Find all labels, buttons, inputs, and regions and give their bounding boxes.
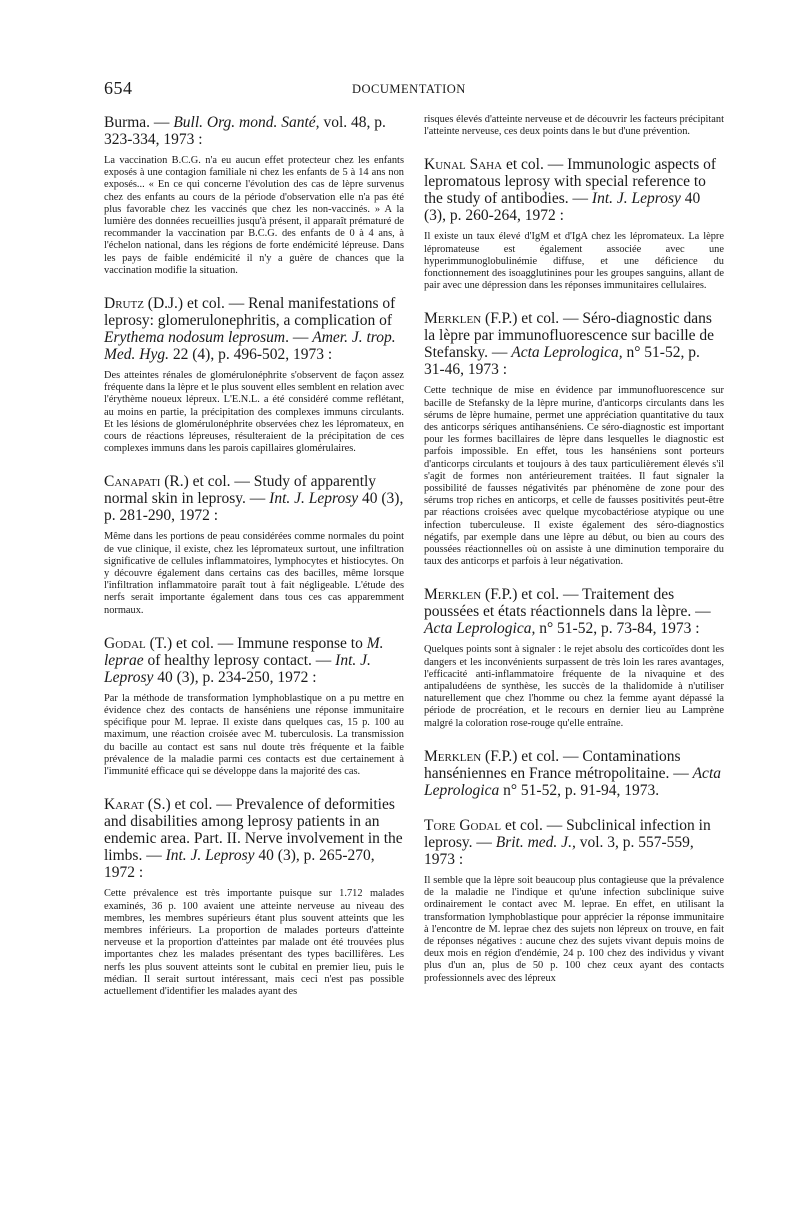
ref-citation: 40 (3), p. 260-264, 1972 : <box>424 190 701 225</box>
reference <box>104 114 404 148</box>
ref-journal: Amer. J. trop. Med. Hyg. <box>104 329 396 364</box>
right-column <box>424 114 724 1003</box>
entry-kunal-saha <box>424 156 724 292</box>
ref-journal: Int. J. Leprosy <box>591 190 681 208</box>
abstract: Cette prévalence est très importante puisque sur 1.712 malades examinés, 36 p. 100 avaient une atteinte nerveuse au niveau des membres, les membres supérieurs étant plus souvent atteints que les membres inférieurs. La proportion de malades porteurs d'atteinte nerveuse et la proportion d'atteintes par malade ont été trouvées plus importantes chez les malades présentant des types bacillifères. Les nerfs les plus souvent atteints sont le cubital en premier lieu, puis le médian. Il serait surtout intéressant, mais ceci n'est pas possible actuellement d'identifier les malades ayant des <box>104 888 404 997</box>
ref-title-italic: Erythema nodosum leprosum <box>104 329 286 347</box>
reference <box>424 310 724 378</box>
entry-karat <box>104 796 404 998</box>
reference <box>104 473 404 524</box>
ref-journal: Brit. med. J., <box>495 833 576 851</box>
entry-merklen-serodiagnostic <box>424 310 724 568</box>
ref-title: (D.J.) et col. — Renal manifestations of leprosy: glomerulonephritis, a complication of <box>104 295 396 330</box>
reference <box>104 796 404 881</box>
abstract: Il existe un taux élevé d'IgM et d'IgA chez les lépromateux. La lèpre lépromateuse est également associée avec une hyperimmunoglobulinémie diffuse, et une déficience du fonctionnement des isoagglutinines pour les groupes sanguins, allant de pair avec une dépression dans les réponses immunitaires cellulaires. <box>424 231 724 292</box>
entry-merklen-traitement <box>424 586 724 729</box>
entry-godal <box>104 635 404 778</box>
ref-author: Merklen <box>424 310 482 328</box>
ref-title: et col. — Immunologic aspects of lepromatous leprosy with special reference to the study of antibodies. — <box>424 156 717 208</box>
abstract: Cette technique de mise en évidence par immunofluorescence sur bacille de Stefansky de la lèpre murine, d'anticorps circulants dans les sérums de lèpre humaine, permet une appréciation quantitative du taux des anticorps sériques antihanséniens. Ce séro-diagnostic est important pour les formes bacillaires de lèpre dans lesquelles le diagnostic est parfois impossible. En effet, tous les hanséniens sont porteurs d'anticorps circulants et toujours à des taux particulièrement élevés s'il s'agit de formes non antérieurement traitées. Il faut signaler la possibilité de fausses négativités par phénomène de zone pour des sérums trop riches en anticorps, et celle de fausses positivités peut-être par réactions croisées avec quelque mycobactériose atypique ou une infection tuberculeuse. Il existe également des séro-diagnostics négatifs, par exemple dans une lèpre au début, ou bien au cours des poussées réactionnelles où on assiste à une diminution temporaire du taux des anticorps et parfois à leur négativation. <box>424 385 724 568</box>
ref-journal: Acta Leprologica, <box>424 620 536 638</box>
ref-citation: vol. 48, p. 323-334, 1973 : <box>104 114 386 148</box>
ref-title: Burma. — <box>104 114 174 131</box>
reference <box>424 748 724 799</box>
entry-karat-continued <box>424 114 724 138</box>
reference <box>424 156 724 224</box>
ref-citation: n° 51-52, p. 91-94, 1973. <box>499 781 660 799</box>
ref-journal: Acta Leprologica, <box>511 344 623 362</box>
ref-author: Kunal Saha <box>424 156 503 174</box>
ref-journal: Bull. Org. mond. Santé, <box>173 114 320 131</box>
ref-title: et col. — Subclinical infection in leprosy. — <box>424 816 711 851</box>
entry-merklen-contaminations <box>424 748 724 799</box>
ref-title: (F.P.) et col. — Traitement des poussées et états réactionnels dans la lèpre. — <box>424 586 711 621</box>
reference <box>104 635 404 686</box>
abstract: La vaccination B.C.G. n'a eu aucun effet protecteur chez les enfants exposés à une contagion familiale ni chez les enfants de 5 à 14 ans non exposés... « En ce qui concerne l'évolution des cas de lèpre survenus chez des enfants au cours de la période d'observation elle n'a pas été plus favorable chez les vaccinés que chez les non-vaccinés. » A la lumière des données recueillies jusqu'à présent, il apparaît prématuré de recommander la vaccination par B.C.G. des enfants de 0 à 4 ans, à l'échelon national, dans les régions de forte endémicité lépreuse. Dans les pays de faible endémicité il n'y a guère de chances que la vaccination modifie la situation. <box>104 155 404 276</box>
ref-citation: 22 (4), p. 496-502, 1973 : <box>169 346 333 364</box>
ref-citation: n° 51-52, p. 73-84, 1973 : <box>535 620 700 638</box>
ref-author: Canapati <box>104 473 161 491</box>
entry-canapati <box>104 473 404 616</box>
reference <box>104 295 404 363</box>
ref-author: Karat <box>104 796 144 814</box>
page-number: 654 <box>104 78 133 98</box>
ref-title: (T.) et col. — Immune response to <box>145 634 367 652</box>
ref-citation: 40 (3), p. 265-270, 1972 : <box>104 847 375 882</box>
ref-citation: 40 (3), p. 234-250, 1972 : <box>153 668 317 686</box>
ref-author: Merklen <box>424 747 482 765</box>
ref-citation: 40 (3), p. 281-290, 1972 : <box>104 490 404 525</box>
entry-tore-godal <box>424 817 724 985</box>
entry-drutz <box>104 295 404 455</box>
ref-author: Godal <box>104 634 146 652</box>
ref-citation: n° 51-52, p. 31-46, 1973 : <box>424 344 700 379</box>
entry-burma <box>104 114 404 277</box>
ref-journal: Int. J. Leprosy <box>165 847 255 865</box>
reference <box>424 586 724 637</box>
ref-journal: Acta Leprologica <box>424 764 721 799</box>
ref-citation: vol. 3, p. 557-559, 1973 : <box>424 833 694 868</box>
ref-title: (R.) et col. — Study of apparently normal skin in leprosy. — <box>104 473 377 508</box>
reference <box>424 817 724 868</box>
ref-title-end: of healthy leprosy contact. — <box>143 651 336 669</box>
ref-journal: Int. J. Leprosy <box>269 490 359 508</box>
abstract: Même dans les portions de peau considérées comme normales du point de vue clinique, il existe, chez les lépromateux surtout, une infiltration significative de cellules inflammatoires, lymphocytes et histiocytes. On y découvre également dans certains cas des bacilles, même lorsque l'infiltration inflammatoire paraît tout à fait négligeable. L'étude des nerfs serait importante également dans tous ces cas apparemment normaux. <box>104 531 404 616</box>
abstract: Par la méthode de transformation lymphoblastique on a pu mettre en évidence chez des contacts de hanséniens une réponse immunitaire spécifique pour M. leprae. Il existe dans quelques cas, 15 p. 100 au maximum, une réaction croisée avec M. tuberculosis. La transmission du bacille au contact est sans nul doute très fréquente et la faible prévalence de la maladie parmi ces contacts est due certainement à l'immunité efficace qui se développe dans la majorité des cas. <box>104 692 404 778</box>
ref-title: (F.P.) et col. — Séro-diagnostic dans la lèpre par immunofluorescence sur bacille de Stefansky. — <box>424 310 715 362</box>
abstract: Des atteintes rénales de glomérulonéphrite s'observent de façon assez fréquente dans la lèpre et le plus souvent elles semblent en relation avec l'érythème noueux lépreux. L'E.N.L. a été considéré comme reflétant, au moins en partie, la précipitation des complexes immuns circulants. Et les lésions de glomérulonéphrite observées chez les lépromateux, en cours de réactions lépreuses, résulteraient de la précipitation de ces complexes immuns dans les parois capillaires glomérulaires. <box>104 370 404 455</box>
abstract: Quelques points sont à signaler : le rejet absolu des corticoïdes dont les dangers et les inconvénients surpassent de très loin les rares avantages, l'efficacité anti-inflammatoire fréquente de la nivaquine et des antipaludéens de synthèse, les succès de la thalidomide à n'utiliser naturellement que chez l'homme ou chez la femme ayant dépassé la période de procréation, et le recours en dernier lieu au Lamprène malgré la coloration rose-rouge qu'elle entraîne. <box>424 644 724 729</box>
ref-author: Drutz <box>104 295 144 313</box>
ref-title: (F.P.) et col. — Contaminations hanséniennes en France métropolitaine. — <box>424 747 693 782</box>
abstract: Il semble que la lèpre soit beaucoup plus contagieuse que la prévalence de la maladie ne l'indique et qu'une infection subclinique suive ordinairement le contact avec M. leprae. En effet, en utilisant la transformation lymphoblastique pour apprécier la réponse immunitaire à l'encontre de M. leprae chez des sujets non lépreux on trouve, en fait de réponses négatives : aucune chez des sujets vivant depuis moins de deux mois en région d'endémie, 24 p. 100 chez des individus y vivant plus d'un an, plus de 50 p. 100 chez ceux ayant des contacts professionnels avec des lépreux <box>424 874 724 984</box>
ref-author: Merklen <box>424 586 482 604</box>
ref-title-italic: M. leprae <box>104 634 384 669</box>
ref-journal: Int. J. Leprosy <box>104 651 371 686</box>
ref-author: Tore Godal <box>424 816 502 834</box>
abstract: risques élevés d'atteinte nerveuse et de découvrir les facteurs précipitant l'atteinte nerveuse, ces deux points dans le but d'une prévention. <box>424 114 724 138</box>
left-column <box>104 114 404 1016</box>
ref-title-end: . — <box>285 329 313 347</box>
running-head: DOCUMENTATION <box>352 82 466 96</box>
ref-title: (S.) et col. — Prevalence of deformities and disabilities among leprosy patients in an endemic area. Part. II. Nerve involvement in the limbs. — <box>104 796 403 865</box>
